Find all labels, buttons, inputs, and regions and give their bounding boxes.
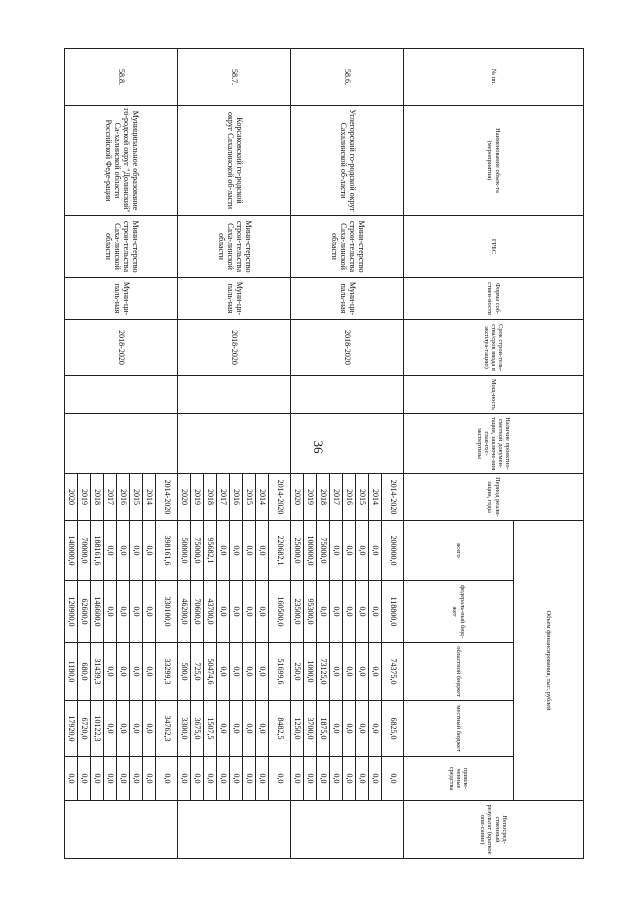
header-form: Форма соб-ствен-ности xyxy=(404,278,584,320)
cell-total: 140000,0 xyxy=(65,521,78,581)
cell-federal: 0,0 xyxy=(104,581,117,643)
cell-total: 0,0 xyxy=(117,521,130,581)
cell-local: 0,0 xyxy=(230,701,243,757)
object-grbs: Мини-стерство строи-тельства Саха-линской области xyxy=(65,216,178,278)
cell-private: 0,0 xyxy=(369,757,382,801)
cell-year: 2015 xyxy=(130,474,143,521)
object-result xyxy=(291,801,404,859)
cell-private: 0,0 xyxy=(65,757,78,801)
cell-local: 0,0 xyxy=(117,701,130,757)
cell-year: 2014-2020 xyxy=(156,474,178,521)
object-power xyxy=(178,376,291,414)
cell-regional: 0,0 xyxy=(104,643,117,701)
cell-local: 1250,0 xyxy=(291,701,304,757)
rotated-table-wrapper xyxy=(67,48,584,858)
cell-year: 2019 xyxy=(191,474,204,521)
cell-regional: 73125,0 xyxy=(317,643,330,701)
cell-private: 0,0 xyxy=(291,757,304,801)
cell-federal: 120900,0 xyxy=(65,581,78,643)
cell-year: 2020 xyxy=(178,474,191,521)
cell-total: 25000,0 xyxy=(291,521,304,581)
cell-private: 0,0 xyxy=(143,757,156,801)
cell-federal: 0,0 xyxy=(356,581,369,643)
cell-year: 2019 xyxy=(78,474,91,521)
cell-regional: 31439,3 xyxy=(91,643,104,701)
cell-total: 75000,0 xyxy=(191,521,204,581)
cell-local: 0,0 xyxy=(143,701,156,757)
cell-regional: 0,0 xyxy=(256,643,269,701)
cell-federal: 46200,0 xyxy=(178,581,191,643)
cell-regional: 0,0 xyxy=(217,643,230,701)
cell-regional: 725,0 xyxy=(191,643,204,701)
object-term: 2018-2020 xyxy=(178,320,291,376)
cell-local: 0,0 xyxy=(130,701,143,757)
cell-local: 34762,3 xyxy=(156,701,178,757)
cell-federal: 62600,0 xyxy=(78,581,91,643)
object-form: Муни-ци-паль-ная xyxy=(65,278,178,320)
object-num: 58.8. xyxy=(65,49,178,106)
cell-regional: 0,0 xyxy=(230,643,243,701)
cell-total: 100000,0 xyxy=(304,521,317,581)
cell-regional: 250,0 xyxy=(291,643,304,701)
cell-federal: 0,0 xyxy=(230,581,243,643)
object-name: Муниципальное образование го-родской округ "Долинский" Са-халинской области Российской Феде-рации xyxy=(65,106,178,216)
cell-year: 2020 xyxy=(291,474,304,521)
cell-local: 10122,3 xyxy=(91,701,104,757)
object-num: 58.6. xyxy=(291,49,404,106)
cell-total: 398161,6 xyxy=(156,521,178,581)
cell-total: 0,0 xyxy=(104,521,117,581)
cell-year: 2020 xyxy=(65,474,78,521)
object-form: Муни-ци-паль-ная xyxy=(178,278,291,320)
cell-regional: 0,0 xyxy=(143,643,156,701)
cell-federal: 0,0 xyxy=(256,581,269,643)
cell-local: 6825,0 xyxy=(382,701,404,757)
cell-federal: 0,0 xyxy=(130,581,143,643)
header-funding: Объем финансирования, тыс. рублей xyxy=(514,521,584,801)
cell-total: 75000,0 xyxy=(317,521,330,581)
cell-local: 3700,0 xyxy=(304,701,317,757)
object-name: Углегорский го-родской округ Сахалинской об-ласти xyxy=(291,106,404,216)
cell-private: 0,0 xyxy=(382,757,404,801)
cell-local: 0,0 xyxy=(343,701,356,757)
cell-private: 0,0 xyxy=(343,757,356,801)
cell-year: 2014 xyxy=(256,474,269,521)
cell-private: 0,0 xyxy=(117,757,130,801)
cell-local: 0,0 xyxy=(243,701,256,757)
header-grbs: ГРБС xyxy=(404,216,584,278)
object-result xyxy=(65,801,178,859)
object-result xyxy=(178,801,291,859)
cell-year: 2017 xyxy=(104,474,117,521)
table-row xyxy=(269,49,291,859)
object-name: Корсаковский го-родской округ Сахалинской об-ласти xyxy=(178,106,291,216)
cell-private: 0,0 xyxy=(230,757,243,801)
header-regional: областной бюджет xyxy=(404,643,514,701)
header-num: № пп. xyxy=(404,49,584,106)
object-docs xyxy=(291,414,404,474)
object-docs xyxy=(65,414,178,474)
cell-year: 2016 xyxy=(230,474,243,521)
cell-local: 17920,0 xyxy=(65,701,78,757)
cell-private: 0,0 xyxy=(304,757,317,801)
cell-total: 188161,6 xyxy=(91,521,104,581)
cell-private: 0,0 xyxy=(269,757,291,801)
cell-local: 1507,5 xyxy=(204,701,217,757)
cell-private: 0,0 xyxy=(256,757,269,801)
cell-federal: 0,0 xyxy=(369,581,382,643)
cell-regional: 0,0 xyxy=(243,643,256,701)
cell-private: 0,0 xyxy=(78,757,91,801)
cell-private: 0,0 xyxy=(178,757,191,801)
header-total: всего xyxy=(404,521,514,581)
cell-year: 2016 xyxy=(117,474,130,521)
cell-total: 0,0 xyxy=(369,521,382,581)
table-body xyxy=(65,49,404,859)
object-num: 58.7. xyxy=(178,49,291,106)
cell-total: 70000,0 xyxy=(78,521,91,581)
cell-local: 0,0 xyxy=(217,701,230,757)
header-local: местный бюджет xyxy=(404,701,514,757)
cell-local: 0,0 xyxy=(369,701,382,757)
cell-federal: 146600,0 xyxy=(91,581,104,643)
cell-regional: 0,0 xyxy=(130,643,143,701)
financing-table xyxy=(64,48,584,859)
object-grbs: Мини-стерство строи-тельства Саха-линской области xyxy=(291,216,404,278)
cell-total: 200000,0 xyxy=(382,521,404,581)
cell-federal: 70600,0 xyxy=(191,581,204,643)
object-term: 2018-2020 xyxy=(65,320,178,376)
cell-federal: 160500,0 xyxy=(269,581,291,643)
cell-federal: 0,0 xyxy=(217,581,230,643)
cell-regional: 0,0 xyxy=(117,643,130,701)
cell-total: 0,0 xyxy=(243,521,256,581)
cell-regional: 680,0 xyxy=(78,643,91,701)
object-form: Муни-ци-паль-ная xyxy=(291,278,404,320)
header-name: Наименование объек-та (мероприятия) xyxy=(404,106,584,216)
cell-private: 0,0 xyxy=(130,757,143,801)
cell-private: 0,0 xyxy=(156,757,178,801)
cell-private: 0,0 xyxy=(204,757,217,801)
cell-year: 2016 xyxy=(343,474,356,521)
cell-local: 6720,0 xyxy=(78,701,91,757)
cell-total: 0,0 xyxy=(217,521,230,581)
cell-federal: 95300,0 xyxy=(304,581,317,643)
cell-federal: 118800,0 xyxy=(382,581,404,643)
cell-federal: 0,0 xyxy=(243,581,256,643)
cell-private: 0,0 xyxy=(317,757,330,801)
header-docs: Наличие проектно-сметной докумен-тации, заключе-ния глав-гос-экспертизы xyxy=(404,414,584,474)
header-term: Срок строи-тель-ства/срок ввода в эксплуа-тацию) xyxy=(404,320,584,376)
cell-year: 2018 xyxy=(204,474,217,521)
cell-private: 0,0 xyxy=(356,757,369,801)
header-power: Мощ-ность xyxy=(404,376,584,414)
cell-local: 3675,0 xyxy=(191,701,204,757)
cell-regional: 50474,6 xyxy=(204,643,217,701)
cell-year: 2014 xyxy=(369,474,382,521)
cell-regional: 74375,0 xyxy=(382,643,404,701)
cell-total: 0,0 xyxy=(143,521,156,581)
cell-regional: 1000,0 xyxy=(304,643,317,701)
table-row xyxy=(156,49,178,859)
cell-year: 2015 xyxy=(356,474,369,521)
cell-year: 2018 xyxy=(317,474,330,521)
cell-regional: 0,0 xyxy=(369,643,382,701)
cell-federal: 330100,0 xyxy=(156,581,178,643)
cell-private: 0,0 xyxy=(243,757,256,801)
header-period: Период реали-зации, годы xyxy=(404,474,584,521)
cell-private: 0,0 xyxy=(191,757,204,801)
cell-year: 2017 xyxy=(330,474,343,521)
cell-regional: 1180,0 xyxy=(65,643,78,701)
cell-year: 2019 xyxy=(304,474,317,521)
cell-regional: 51699,6 xyxy=(269,643,291,701)
cell-federal: 0,0 xyxy=(343,581,356,643)
object-power xyxy=(65,376,178,414)
cell-regional: 0,0 xyxy=(330,643,343,701)
cell-local: 8482,5 xyxy=(269,701,291,757)
cell-year: 2014 xyxy=(143,474,156,521)
cell-regional: 0,0 xyxy=(356,643,369,701)
header-federal: федераль-ный бюд-жет xyxy=(404,581,514,643)
cell-private: 0,0 xyxy=(91,757,104,801)
cell-federal: 0,0 xyxy=(143,581,156,643)
cell-local: 0,0 xyxy=(356,701,369,757)
cell-total: 0,0 xyxy=(256,521,269,581)
cell-federal: 43700,0 xyxy=(204,581,217,643)
cell-federal: 0,0 xyxy=(117,581,130,643)
header-private: привле-ченные средства xyxy=(404,757,514,801)
cell-federal: 0,0 xyxy=(330,581,343,643)
cell-year: 2015 xyxy=(243,474,256,521)
cell-private: 0,0 xyxy=(217,757,230,801)
cell-year: 2017 xyxy=(217,474,230,521)
cell-total: 0,0 xyxy=(343,521,356,581)
cell-local: 0,0 xyxy=(104,701,117,757)
cell-federal: 23500,0 xyxy=(291,581,304,643)
object-power xyxy=(291,376,404,414)
cell-total: 95682,1 xyxy=(204,521,217,581)
cell-regional: 33299,3 xyxy=(156,643,178,701)
cell-total: 0,0 xyxy=(356,521,369,581)
object-docs xyxy=(178,414,291,474)
cell-year: 2014-2020 xyxy=(269,474,291,521)
cell-total: 220682,1 xyxy=(269,521,291,581)
page-number: 36 xyxy=(311,440,326,454)
cell-local: 3300,0 xyxy=(178,701,191,757)
object-grbs: Мини-стерство строи-тельства Саха-линской области xyxy=(178,216,291,278)
object-term: 2018-2020 xyxy=(291,320,404,376)
cell-total: 0,0 xyxy=(230,521,243,581)
cell-regional: 0,0 xyxy=(343,643,356,701)
table-row xyxy=(382,49,404,859)
cell-total: 50000,0 xyxy=(178,521,191,581)
cell-local: 0,0 xyxy=(256,701,269,757)
cell-total: 0,0 xyxy=(330,521,343,581)
cell-regional: 500,0 xyxy=(178,643,191,701)
cell-year: 2014-2020 xyxy=(382,474,404,521)
cell-private: 0,0 xyxy=(104,757,117,801)
cell-federal: 0,0 xyxy=(317,581,330,643)
cell-local: 0,0 xyxy=(330,701,343,757)
header-result: Непосред-ственный результат (краткое опи-сание) xyxy=(404,801,584,859)
cell-private: 0,0 xyxy=(330,757,343,801)
cell-total: 0,0 xyxy=(130,521,143,581)
cell-local: 1875,0 xyxy=(317,701,330,757)
cell-year: 2018 xyxy=(91,474,104,521)
